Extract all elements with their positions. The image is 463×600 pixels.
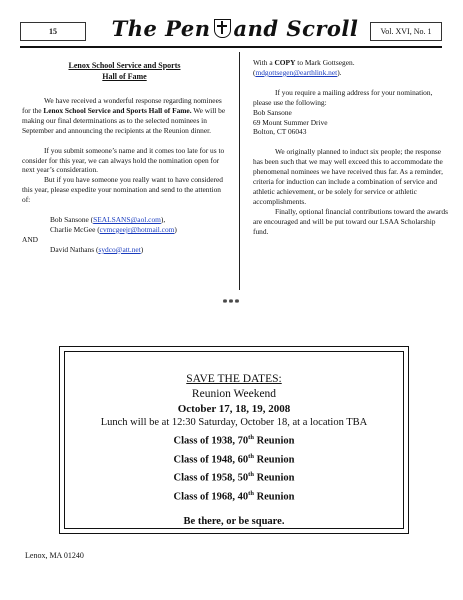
class-1948-suffix: Reunion xyxy=(253,454,295,465)
reunion-weekend: Reunion Weekend xyxy=(191,388,277,400)
copy-note xyxy=(253,58,448,78)
save-dates-title: SAVE THE DATES: xyxy=(186,373,282,385)
heading-line-1: Lenox School Service and Sports xyxy=(68,61,181,70)
tagline: Be there, or be square. xyxy=(183,516,285,527)
paragraph-late-submission: If you submit someone’s name and it comes too late for us to consider for this year, we can always hold the nomination open for next year’s consideration. xyxy=(22,145,225,175)
contact-bob-name: Bob Sansone ( xyxy=(50,215,94,225)
header-rule xyxy=(20,46,442,48)
copy-paren-close: ). xyxy=(337,67,342,77)
address-street: 69 Mount Summer Drive xyxy=(253,117,328,127)
contact-charlie-end: ) xyxy=(174,224,177,234)
section-separator: *** xyxy=(222,298,241,309)
paragraph-response xyxy=(22,96,227,136)
class-1968-suffix: Reunion xyxy=(253,491,295,502)
footer-location: Lenox, MA 01240 xyxy=(25,551,84,560)
p1-text-b: We will be making our final determinations as to the selected nominees in September and announcing the recipients at the Reunion dinner. xyxy=(22,105,226,135)
volume-label: Vol. XVI, No. 1 xyxy=(370,22,442,41)
class-1948-label: Class of 1948, 60 xyxy=(173,454,249,465)
class-1958-label: Class of 1958, 50 xyxy=(173,472,249,484)
class-1958-sup: th xyxy=(248,471,254,478)
p1-text-a: We have received a wonderful response regarding nominees for the xyxy=(22,96,222,115)
crest-icon xyxy=(214,19,231,38)
reunion-dates: October 17, 18, 19, 2008 xyxy=(177,403,291,415)
lunch-info: Lunch will be at 12:30 Saturday, October 18, at a location TBA xyxy=(100,417,368,428)
address-name: Bob Sansone xyxy=(253,107,292,117)
class-1938-suffix: Reunion xyxy=(253,435,295,447)
contact-bob-end: ), xyxy=(160,215,166,225)
hall-of-fame-heading xyxy=(22,60,227,82)
and-word: AND xyxy=(22,234,39,244)
paragraph-induct: We originally planned to induct six people; the response has been such that we may well exceed this to accommodate the phenomenal nominees we have received thus far. As a reminder, criteria for induction can include a combination of service and athletic achievement, or be solely for service or athletic accomplishments. xyxy=(253,147,443,206)
contact-bob xyxy=(50,215,227,225)
address-city: Bolton, CT 06043 xyxy=(253,127,307,137)
class-1938 xyxy=(65,430,403,449)
contact-david xyxy=(50,245,227,255)
class-1968-label: Class of 1968, 40 xyxy=(173,491,249,502)
contact-charlie xyxy=(50,225,227,235)
mail-intro: If you require a mailing address for your nomination, please use the following: xyxy=(253,87,433,107)
email-link-david[interactable]: sydco@att.net xyxy=(98,244,141,254)
contact-list xyxy=(22,215,227,255)
class-1948-sup: th xyxy=(248,452,254,460)
class-1958-suffix: Reunion xyxy=(253,472,295,484)
newsletter-header xyxy=(20,16,442,46)
class-1968 xyxy=(65,486,403,505)
email-link-bob[interactable]: SEALSANS@aol.com xyxy=(93,215,161,225)
copy-pre: With a xyxy=(253,58,275,67)
column-divider xyxy=(239,52,240,290)
contact-david-name: David Nathans ( xyxy=(50,244,99,254)
masthead-right-text: and Scroll xyxy=(233,16,359,41)
left-column xyxy=(22,60,227,255)
contact-charlie-name: Charlie McGee ( xyxy=(50,224,100,234)
right-column xyxy=(253,58,448,237)
heading-line-2: Hall of Fame xyxy=(102,72,147,81)
page-number: 15 xyxy=(20,22,86,41)
copy-paren-open: ( xyxy=(253,67,256,77)
class-1948 xyxy=(65,449,403,468)
masthead-title xyxy=(110,16,360,41)
email-link-charlie[interactable]: cvmcgeejr@hotmail.com xyxy=(99,224,175,234)
class-1968-sup: th xyxy=(248,489,254,497)
copy-bold: COPY xyxy=(274,58,296,67)
p1-bold: Lenox School Service and Sports Hall of Fame. xyxy=(43,105,192,115)
paragraph-expedite: But if you have someone you really want to have considered this year, please expedite your nomination and send to the attention of: xyxy=(22,175,223,205)
copy-post: to Mark Gottsegen. xyxy=(295,58,355,67)
masthead-left-text: The Pen xyxy=(111,16,211,41)
email-link-mark[interactable]: mdgottsegen@earthlink.net xyxy=(255,67,338,77)
class-1938-label: Class of 1938, 70 xyxy=(173,435,249,447)
class-1938-sup: th xyxy=(248,434,254,441)
paragraph-finally: Finally, optional financial contributions toward the awards are encouraged and will be put toward our LSAA Scholarship fund. xyxy=(253,206,448,236)
save-the-dates-box xyxy=(59,346,409,534)
contact-david-end: ) xyxy=(140,244,144,254)
save-the-dates-inner xyxy=(64,351,404,529)
class-1958 xyxy=(65,467,403,486)
